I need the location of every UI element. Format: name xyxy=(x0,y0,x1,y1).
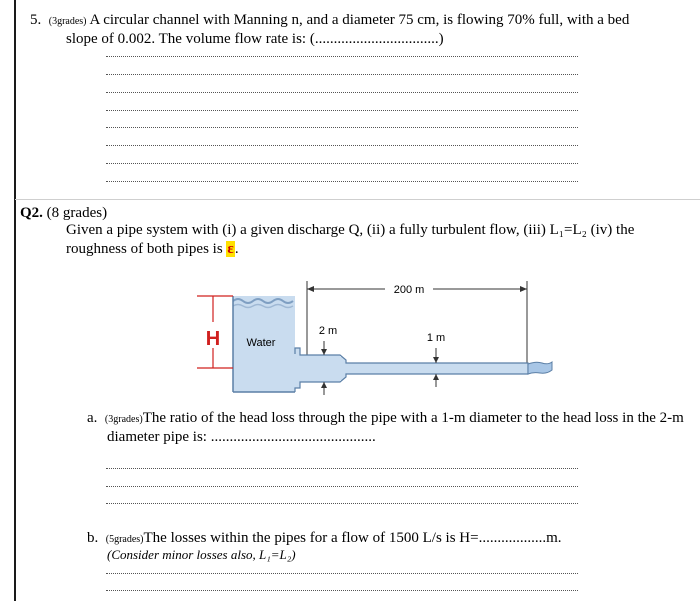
diameter-1m-label: 1 m xyxy=(426,332,446,344)
marker-2m-top-arrow xyxy=(321,349,327,355)
dimension-arrow-right xyxy=(520,286,527,292)
answer-line[interactable] xyxy=(106,468,578,469)
h-label: H xyxy=(205,328,221,350)
water-label: Water xyxy=(246,337,276,349)
answer-line[interactable] xyxy=(106,590,578,591)
diameter-2m-label: 2 m xyxy=(318,325,338,337)
part-a-line-1 xyxy=(87,409,684,429)
pipe-large xyxy=(296,356,341,381)
part-a-text-line-1: The ratio of the head loss through the pipe with a 1-m diameter to the head loss in the 2-m xyxy=(142,410,684,426)
part-b-note: (Consider minor losses also, L₁=L₂) xyxy=(107,547,296,562)
outlet-jet xyxy=(528,362,552,374)
q5-text-line-2: slope of 0.002. The volume flow rate is: (.................................) xyxy=(66,31,444,47)
q5-number: 5. xyxy=(30,12,42,28)
answer-line[interactable] xyxy=(106,573,578,574)
marker-2m-bottom-arrow xyxy=(321,382,327,388)
answer-line[interactable] xyxy=(106,486,578,487)
part-b-grade: (5grades) xyxy=(105,534,144,545)
answer-line[interactable] xyxy=(106,503,578,504)
marker-1m-bottom-arrow xyxy=(433,374,439,380)
part-a-letter: a. xyxy=(87,410,98,426)
epsilon-symbol: ε xyxy=(227,241,234,257)
part-b-letter: b. xyxy=(87,530,99,546)
q2-intro-text: roughness of both pipes is xyxy=(66,241,223,257)
part-a-text-line-2: diameter pipe is: ............................................ xyxy=(107,429,376,445)
q5-text-line-1: A circular channel with Manning n, and a diameter 75 cm, is flowing 70% full, with a bed xyxy=(89,12,630,28)
q2-intro-line-1: Given a pipe system with (i) a given discharge Q, (ii) a fully turbulent flow, (iii) L₁=L₂ (iv) the xyxy=(66,222,635,238)
q2-label: Q2. xyxy=(20,205,43,221)
q2-grades: (8 grades) xyxy=(46,205,108,221)
q2-intro-end: . xyxy=(234,241,239,257)
part-a-grade: (3grades) xyxy=(104,414,143,425)
pipe-small xyxy=(341,364,527,373)
dimension-arrow-left xyxy=(307,286,314,292)
part-b-text-line-1: The losses within the pipes for a flow of 1500 L/s is H=..................m. xyxy=(143,530,562,546)
q5-grade: (3grades) xyxy=(48,16,87,27)
length-label: 200 m xyxy=(393,284,425,296)
marker-1m-top-arrow xyxy=(433,357,439,363)
